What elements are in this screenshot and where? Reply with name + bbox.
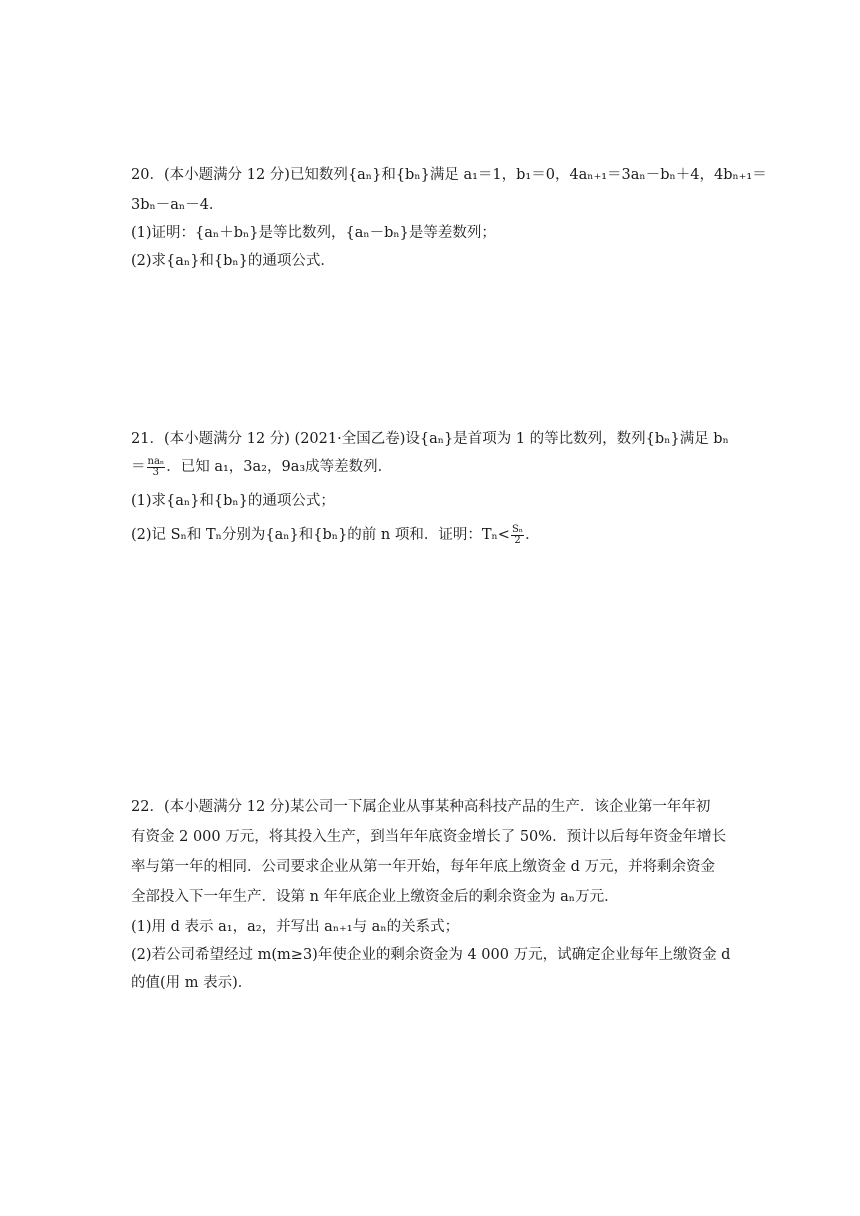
q21-fraction-numerator: naₙ — [147, 455, 165, 467]
q21-source: (2021·全国乙卷) — [294, 431, 406, 447]
q21-fraction — [147, 457, 166, 478]
q22-part1-label: (1) — [131, 919, 152, 935]
q21-part2-fraction — [511, 525, 524, 546]
q22-line-3 — [131, 856, 715, 878]
q22-part-2 — [131, 944, 730, 966]
q22-line-2 — [131, 826, 726, 848]
q22-number: 22． — [131, 799, 164, 815]
q20-a-set: {aₙ} — [347, 167, 382, 183]
q22-line4-text: 全部投入下一年生产．设第 n 年年底企业上缴资金后的剩余资金为 aₙ万元． — [131, 889, 619, 905]
q20-text2: 满足 — [429, 167, 459, 183]
q21-part2-label: (2) — [131, 527, 152, 543]
q21-number: 21． — [131, 431, 164, 447]
q20-number: 20． — [131, 167, 164, 183]
q20-text1: 已知数列 — [289, 167, 348, 183]
q20-line-1 — [131, 164, 767, 186]
q22-line2-text: 有资金 2 000 万元，将其投入生产，到当年年底资金增长了 50%．预计以后每年资金年增长 — [131, 829, 727, 845]
q21-line1-text: 设{aₙ}是首项为 1 的等比数列，数列{bₙ}满足 bₙ — [405, 431, 729, 447]
q21-fraction-denominator: 3 — [152, 466, 160, 478]
q22-line1-text: 某公司一下属企业从事某种高科技产品的生产．该企业第一年年初 — [289, 799, 711, 815]
q22-part-2-cont — [131, 972, 252, 994]
q22-part2-line1: 若公司希望经过 m(m≥3)年使企业的剩余资金为 4 000 万元，试确定企业每年上缴资金 d — [151, 947, 731, 963]
q20-b-set: {bₙ} — [395, 167, 430, 183]
q22-part-1 — [131, 916, 459, 938]
q20-part-1 — [131, 222, 496, 244]
q21-line-1 — [131, 428, 729, 450]
q20-part1-text: 证明：{aₙ＋bₙ}是等比数列，{aₙ－bₙ}是等差数列； — [151, 225, 496, 241]
q21-part2-fraction-denominator: 2 — [514, 534, 521, 546]
q21-line2-rest: ．已知 a₁，3a₂，9a₃成等差数列． — [166, 459, 393, 475]
q21-part1-label: (1) — [131, 493, 152, 509]
q21-part-2 — [131, 524, 540, 546]
q21-part1-text: 求{aₙ}和{bₙ}的通项公式； — [151, 493, 335, 509]
q22-part2-line2: 的值(用 m 表示)． — [131, 975, 253, 991]
q20-part1-label: (1) — [131, 225, 152, 241]
q22-header: (本小题满分 12 分) — [163, 799, 290, 815]
q21-header: (本小题满分 12 分) — [163, 431, 290, 447]
q20-line-2 — [131, 194, 223, 216]
q22-part2-label: (2) — [131, 947, 152, 963]
q20-part-2 — [131, 250, 335, 272]
q21-part-1 — [131, 490, 335, 512]
q22-line-1 — [131, 796, 710, 818]
q20-condition: a₁＝1，b₁＝0，4aₙ₊₁＝3aₙ－bₙ＋4，4bₙ₊₁＝ — [463, 167, 767, 183]
q21-equals: ＝ — [131, 459, 146, 475]
q20-part2-label: (2) — [131, 253, 152, 269]
q22-part1-text: 用 d 表示 a₁，a₂，并写出 aₙ₊₁与 aₙ的关系式； — [151, 919, 460, 935]
q20-and: 和 — [381, 167, 396, 183]
q22-line-4 — [131, 886, 619, 908]
q20-part2-text: 求{aₙ}和{bₙ}的通项公式． — [151, 253, 335, 269]
q20-condition-cont: 3bₙ－aₙ－4． — [131, 197, 224, 213]
q21-part2-text: 记 Sₙ和 Tₙ分别为{aₙ}和{bₙ}的前 n 项和．证明：Tₙ< — [151, 527, 510, 543]
q21-part2-end: ． — [525, 527, 540, 543]
q20-header: (本小题满分 12 分) — [163, 167, 290, 183]
q21-line-2 — [131, 456, 392, 478]
q21-part2-fraction-numerator: Sₙ — [511, 523, 524, 535]
q22-line3-text: 率与第一年的相同．公司要求企业从第一年开始，每年年底上缴资金 d 万元，并将剩余资金 — [131, 859, 715, 875]
